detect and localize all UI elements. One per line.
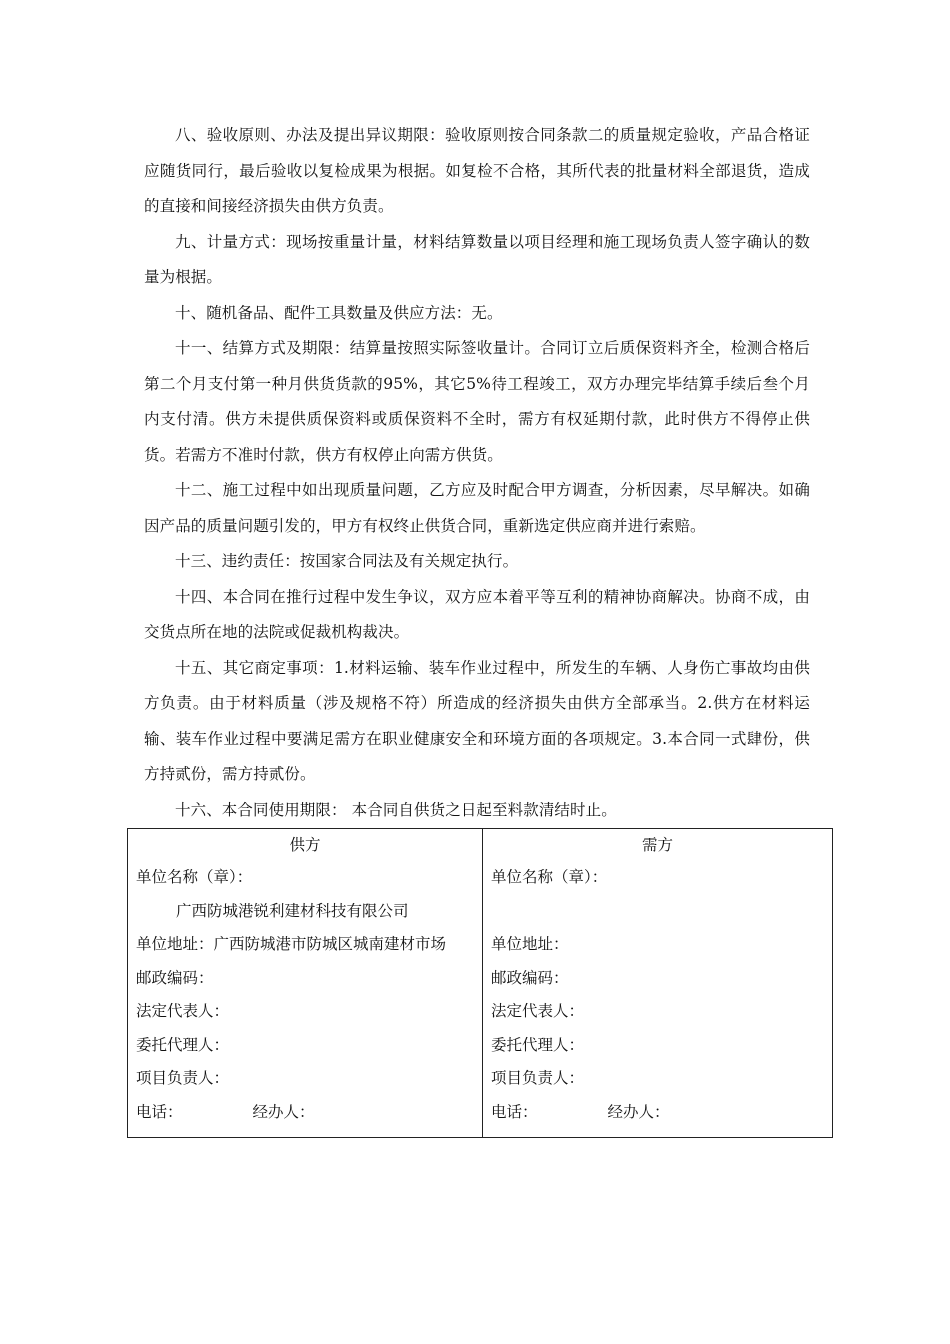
supplier-column [128, 829, 483, 1137]
signature-table [127, 828, 833, 1138]
buyer-postal-code: 邮政编码： [491, 968, 569, 987]
buyer-phone-label: 电话： [491, 1102, 538, 1121]
clause-12: 十二、施工过程中如出现质量问题，乙方应及时配合甲方调查，分析因素，尽早解决。如确因产品的质量问题引发的，甲方有权终止供货合同，重新选定供应商并进行索赔。 [144, 481, 810, 535]
buyer-unit-name-blank [491, 895, 824, 929]
supplier-legal-representative: 法定代表人： [136, 1002, 230, 1020]
contract-clauses [144, 118, 810, 828]
supplier-authorized-agent: 委托代理人： [136, 1035, 230, 1054]
buyer-unit-name-label: 单位名称（章）： [491, 868, 608, 886]
supplier-header: 供方 [289, 836, 321, 854]
buyer-header: 需方 [641, 836, 673, 854]
clause-8: 八、验收原则、办法及提出异议期限：验收原则按合同条款二的质量规定验收，产品合格证应随货同行，最后验收以复检成果为根据。如复检不合格，其所代表的批量材料全部退货，造成的直接和间接经济损失由供方负责。 [144, 126, 810, 215]
buyer-contact-row [491, 1096, 824, 1130]
clause-9: 九、计量方式：现场按重量计量，材料结算数量以项目经理和施工现场负责人签字确认的数量为根据。 [144, 232, 810, 286]
buyer-handler-label: 经办人： [607, 1102, 670, 1121]
supplier-unit-name-value: 广西防城港锐利建材科技有限公司 [176, 901, 409, 920]
clause-13: 十三、违约责任：按国家合同法及有关规定执行。 [175, 552, 519, 570]
buyer-address: 单位地址： [491, 935, 569, 953]
supplier-address: 单位地址：广西防城港市防城区城南建材市场 [136, 935, 447, 953]
buyer-legal-representative: 法定代表人： [491, 1002, 585, 1020]
clause-15: 十五、其它商定事项：1.材料运输、装车作业过程中，所发生的车辆、人身伤亡事故均由供方负责。由于材料质量（涉及规格不符）所造成的经济损失由供方全部承当。2.供方在材料运输、装车作业过程中要满足需方在职业健康安全和环境方面的各项规定。3.本合同一式肆份，供方持贰份，需方持贰份。 [144, 658, 810, 783]
buyer-column [483, 829, 832, 1137]
buyer-authorized-agent: 委托代理人： [491, 1035, 585, 1054]
supplier-contact-row [136, 1096, 474, 1130]
supplier-phone-label: 电话： [136, 1102, 183, 1121]
clause-14: 十四、本合同在推行过程中发生争议，双方应本着平等互利的精神协商解决。协商不成，由交货点所在地的法院或促裁机构裁决。 [144, 587, 810, 641]
supplier-project-lead: 项目负责人： [136, 1069, 230, 1087]
supplier-unit-name-label: 单位名称（章）： [136, 868, 253, 886]
clause-16: 十六、本合同使用期限： 本合同自供货之日起至料款清结时止。 [175, 800, 617, 819]
supplier-postal-code: 邮政编码： [136, 968, 214, 987]
clause-10: 十、随机备品、配件工具数量及供应方法：无。 [175, 303, 503, 322]
supplier-handler-label: 经办人： [252, 1102, 315, 1121]
buyer-project-lead: 项目负责人： [491, 1069, 585, 1087]
clause-11: 十一、结算方式及期限：结算量按照实际签收量计。合同订立后质保资料齐全，检测合格后第二个月支付第一种月供货货款的95%，其它5%待工程竣工，双方办理完毕结算手续后叁个月内支付清。供方未提供质保资料或质保资料不全时，需方有权延期付款，此时供方不得停止供货。若需方不准时付款，供方有权停止向需方供货。 [144, 339, 810, 464]
